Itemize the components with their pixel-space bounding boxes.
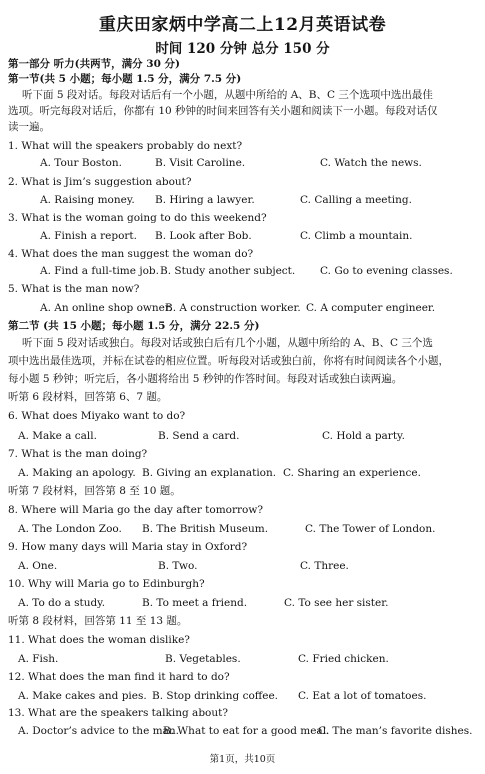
section2-heading: 第二节 (共 15 小题；每小题 1.5 分，满分 22.5 分) — [8, 320, 260, 332]
option-a: A. To do a study. — [18, 597, 106, 609]
page-number-footer: 第1页，共10页 — [209, 754, 276, 765]
option-c: C. Sharing an experience. — [283, 467, 421, 479]
question-stem: 12. What does the man find it hard to do? — [8, 671, 230, 683]
question-stem: 6. What does Miyako want to do? — [8, 410, 186, 422]
section2-instruction-line: 每小题 5 秒钟；听完后，各小题将给出 5 秒钟的作答时间。每段对话或独白读两遍。 — [8, 373, 403, 385]
option-a: A. Doctor’s advice to the man. — [18, 725, 179, 737]
option-a: A. An online shop owner. — [40, 302, 173, 314]
question-stem: 2. What is Jim’s suggestion about? — [8, 176, 192, 188]
option-c: C. The Tower of London. — [305, 523, 436, 535]
question-stem: 13. What are the speakers talking about? — [8, 707, 228, 719]
part1-heading: 第一部分 听力(共两节，满分 30 分) — [8, 58, 181, 70]
option-c: C. Three. — [300, 560, 349, 572]
option-c: C. Calling a meeting. — [300, 194, 412, 206]
option-a: A. Raising money. — [40, 194, 135, 206]
option-b: B. Two. — [158, 560, 198, 572]
option-b: B. Hiring a lawyer. — [155, 194, 255, 206]
option-a: A. Finish a report. — [40, 230, 137, 242]
option-b: B. What to eat for a good meal. — [163, 725, 330, 737]
question-stem: 5. What is the man now? — [8, 283, 140, 295]
section2-instruction-line: 听下面 5 段对话或独白。每段对话或独白后有几个小题，从题中所给的 A、B、C 三个选 — [22, 337, 433, 349]
section2-instruction-line: 项中选出最佳选项，并标在试卷的相应位置。听每段对话或独白前，你将有时间阅读各个小题， — [8, 355, 449, 367]
material-heading: 听第 7 段材料，回答第 8 至 10 题。 — [8, 485, 181, 497]
option-a: A. One. — [18, 560, 58, 572]
section1-instruction-line: 听下面 5 段对话。每段对话后有一个小题，从题中所给的 A、B、C 三个选项中选出最佳 — [22, 89, 433, 101]
option-c: C. Climb a mountain. — [300, 230, 413, 242]
option-b: B. Stop drinking coffee. — [152, 690, 279, 702]
option-a: A. Tour Boston. — [40, 157, 122, 169]
option-a: A. Making an apology. — [18, 467, 136, 479]
question-stem: 1. What will the speakers probably do next? — [8, 140, 243, 152]
option-b: B. A construction worker. — [165, 302, 301, 314]
section1-instruction-line: 选项。听完每段对话后，你都有 10 秒钟的时间来回答有关小题和阅读下一小题。每段对话仅 — [8, 105, 438, 117]
option-c: C. Fried chicken. — [298, 653, 389, 665]
option-c: C. Hold a party. — [322, 430, 405, 442]
option-a: A. Make a call. — [18, 430, 97, 442]
option-c: C. Eat a lot of tomatoes. — [298, 690, 427, 702]
option-a: A. Fish. — [18, 653, 59, 665]
option-b: B. Study another subject. — [160, 265, 296, 277]
option-b: B. Look after Bob. — [155, 230, 252, 242]
option-b: B. The British Museum. — [142, 523, 269, 535]
option-a: A. Find a full-time job. — [40, 265, 159, 277]
option-b: B. To meet a friend. — [142, 597, 248, 609]
option-c: C. A computer engineer. — [306, 302, 436, 314]
option-a: A. The London Zoo. — [18, 523, 122, 535]
exam-title: 重庆田家炳中学高二上12月英语试卷 — [98, 15, 387, 35]
option-c: C. The man’s favorite dishes. — [318, 725, 473, 737]
option-c: C. To see her sister. — [284, 597, 389, 609]
option-a: A. Make cakes and pies. — [18, 690, 147, 702]
question-stem: 4. What does the man suggest the woman do? — [8, 248, 254, 260]
question-stem: 10. Why will Maria go to Edinburgh? — [8, 578, 205, 590]
option-b: B. Send a card. — [158, 430, 240, 442]
option-b: B. Visit Caroline. — [155, 157, 246, 169]
section1-instruction-line: 读一遍。 — [8, 121, 50, 133]
material-heading: 听第 8 段材料，回答第 11 至 13 题。 — [8, 615, 188, 627]
option-c: C. Go to evening classes. — [320, 265, 453, 277]
question-stem: 7. What is the man doing? — [8, 448, 148, 460]
question-stem: 3. What is the woman going to do this weekend? — [8, 212, 267, 224]
option-c: C. Watch the news. — [320, 157, 422, 169]
option-b: B. Vegetables. — [165, 653, 241, 665]
section1-heading: 第一节(共 5 小题；每小题 1.5 分，满分 7.5 分) — [8, 73, 242, 85]
question-stem: 9. How many days will Maria stay in Oxford? — [8, 541, 248, 553]
question-stem: 8. Where will Maria go the day after tomorrow? — [8, 504, 263, 516]
exam-subtitle: 时间 120 分钟 总分 150 分 — [155, 41, 330, 57]
material-heading: 听第 6 段材料，回答第 6、7 题。 — [8, 391, 168, 403]
option-b: B. Giving an explanation. — [142, 467, 277, 479]
question-stem: 11. What does the woman dislike? — [8, 634, 190, 646]
